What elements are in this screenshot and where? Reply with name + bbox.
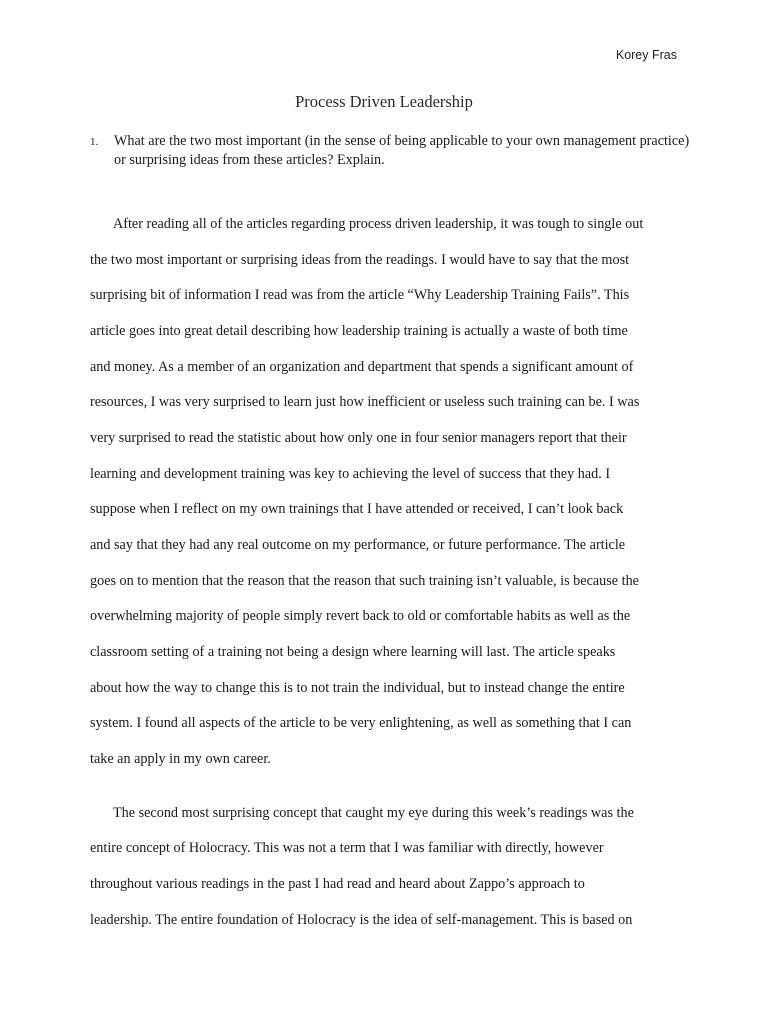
paragraph-line: resources, I was very surprised to learn just how inefficient or useless such training can be. I was bbox=[90, 394, 640, 410]
document-title: Process Driven Leadership bbox=[295, 92, 473, 111]
paragraph-line: leadership. The entire foundation of Holocracy is the idea of self-management. This is based on bbox=[90, 912, 633, 928]
paragraph-line: about how the way to change this is to not train the individual, but to instead change the entire bbox=[90, 680, 625, 696]
question-item bbox=[90, 132, 690, 170]
question-text: What are the two most important (in the sense of being applicable to your own management practice) or surprising ideas from these articles? Explain. bbox=[114, 133, 690, 168]
paragraph-line: the two most important or surprising ideas from the readings. I would have to say that the most bbox=[90, 252, 630, 268]
author-name: Korey Fras bbox=[615, 48, 677, 62]
paragraph-line: classroom setting of a training not being a design where learning will last. The article speaks bbox=[90, 644, 616, 660]
paragraph-line: very surprised to read the statistic about how only one in four senior managers report that their bbox=[90, 430, 627, 446]
paragraph-line: take an apply in my own career. bbox=[90, 751, 271, 767]
paragraph-line: learning and development training was key to achieving the level of success that they had. I bbox=[90, 466, 611, 482]
paragraph-line: entire concept of Holocracy. This was not a term that I was familiar with directly, however bbox=[90, 840, 604, 856]
paragraph-line: After reading all of the articles regarding process driven leadership, it was tough to single out bbox=[113, 216, 644, 232]
paragraph-line: surprising bit of information I read was from the article “Why Leadership Training Fails”. This bbox=[90, 287, 630, 303]
paragraph-line: article goes into great detail describing how leadership training is actually a waste of both time bbox=[90, 323, 628, 339]
paragraph-line: goes on to mention that the reason that the reason that such training isn’t valuable, is because the bbox=[90, 573, 639, 589]
paragraph-line: throughout various readings in the past I had read and heard about Zappo’s approach to bbox=[90, 876, 585, 892]
paragraph-line: and money. As a member of an organization and department that spends a significant amount of bbox=[90, 359, 634, 375]
paragraph-line: system. I found all aspects of the article to be very enlightening, as well as something that I can bbox=[90, 715, 632, 731]
paragraph-line: The second most surprising concept that caught my eye during this week’s readings was the bbox=[113, 805, 634, 821]
paragraph-line: and say that they had any real outcome on my performance, or future performance. The article bbox=[90, 537, 626, 553]
question-number: 1. bbox=[90, 136, 99, 148]
paragraph-line: suppose when I reflect on my own trainings that I have attended or received, I can’t look back bbox=[90, 501, 624, 517]
paragraph-line: overwhelming majority of people simply revert back to old or comfortable habits as well as the bbox=[90, 608, 631, 624]
